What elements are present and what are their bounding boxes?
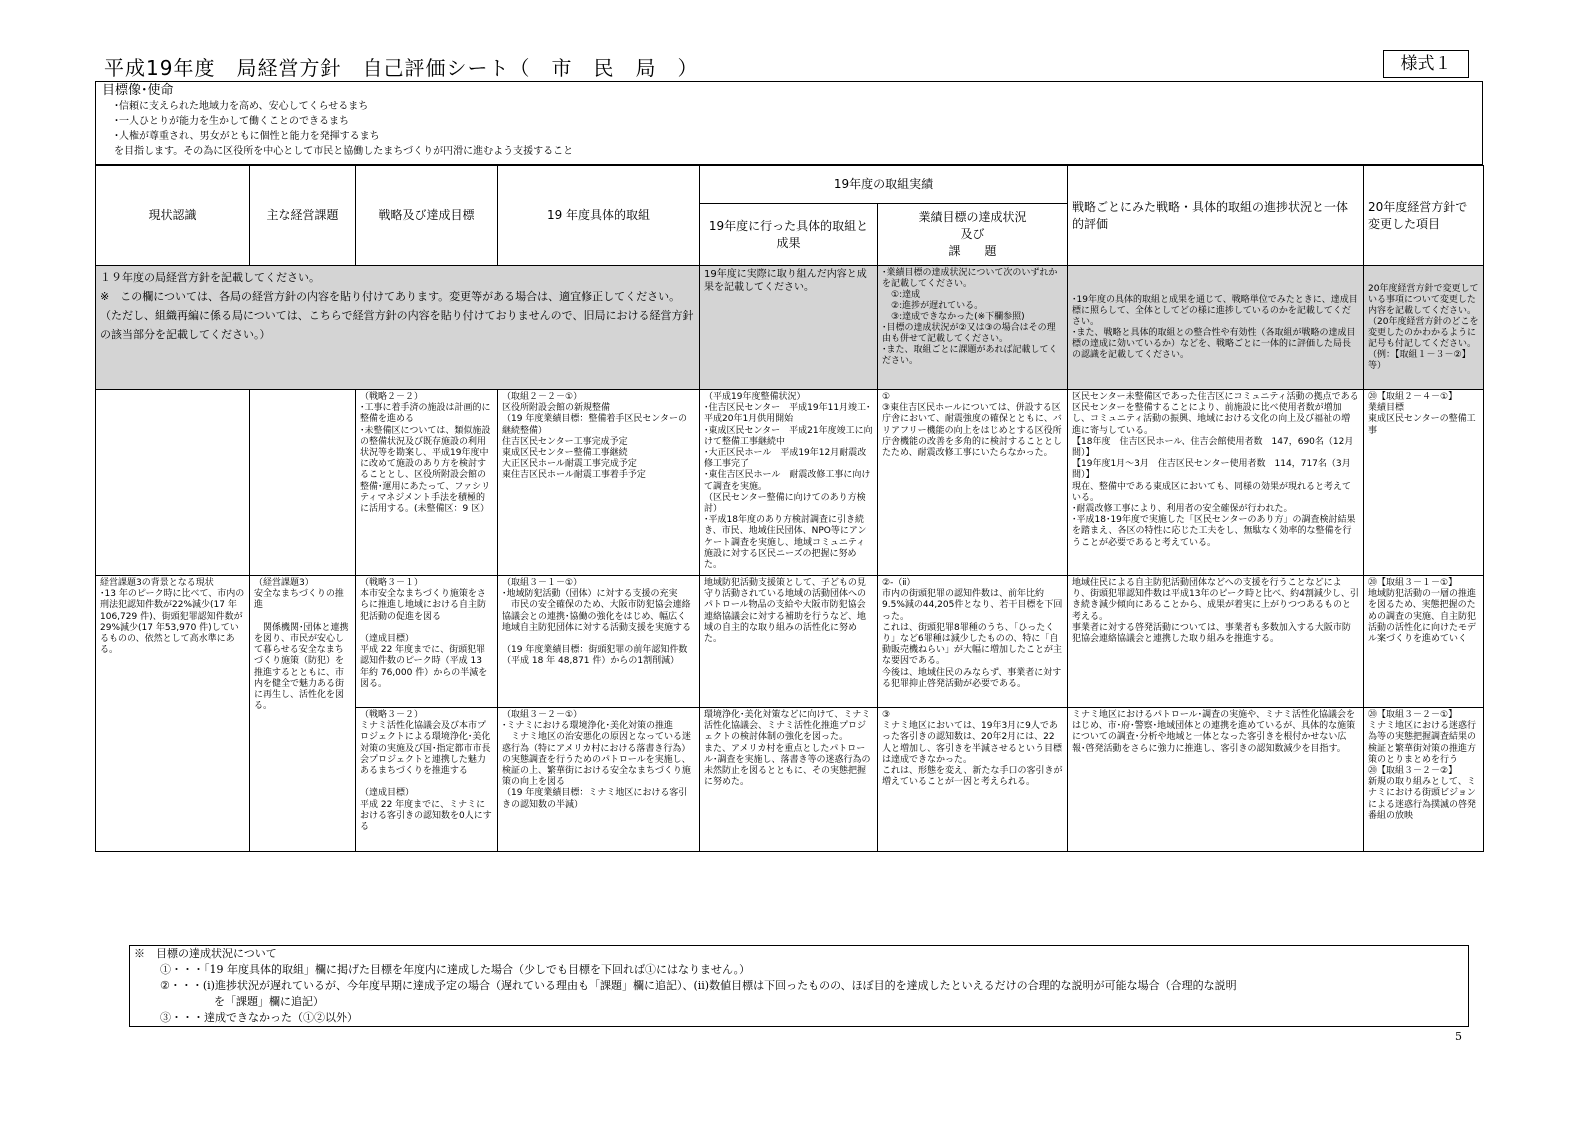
mission-section <box>95 81 1483 165</box>
row2-changed: ⑳【取組３－１－①】 地域防犯活動の一層の推進を図るため、実態把握のための調査の実施、自主防犯活動の活性化に向けたモデル案づくりを進めていく <box>1364 576 1484 708</box>
instruction-done: 19年度に実際に取り組んだ内容と成果を記載してください。 <box>700 266 878 390</box>
mission-heading: 目標像･使命 <box>102 83 174 98</box>
achievement-notes <box>129 945 1469 1027</box>
notes-line-2-cont: を「課題」欄に追記） <box>214 995 324 1008</box>
header-evaluation: 戦略ごとにみた戦略・具体的取組の進捗状況と一体的評価 <box>1068 166 1364 266</box>
row2-specific: （取組３－１－①） ･地域防犯活動（団体）に対する支援の充実 市民の安全確保のため、大阪市防犯協会連絡協議会との連携･協働の強化をはじめ、幅広く地域自主防犯団体に対する活動支援を実施する （19 年度業績目標：街頭犯罪の前年認知件数（平成 18 年 48,871 件）からの1割削減） <box>498 576 700 708</box>
form-number-box: 様式１ <box>1383 50 1469 78</box>
header-actions-done: 19年度に行った具体的取組と成果 <box>700 204 878 266</box>
row2-done: 地域防犯活動支援策として、子どもの見守り活動されている地域の活動団体へのパトロール物品の支給や大阪市防犯協会連絡協議会に対する補助を行うなど、地域の自主的な取り組みの活性化に努めた。 <box>700 576 878 708</box>
row1-evaluation: 区民センター未整備区であった住吉区にコミュニティ活動の拠点である区民センターを整備することにより、前施設に比べ使用者数が増加し、コミュニティ活動の振興、地域における文化の向上及び福祉の増進に寄与している。 【18年度 住吉区民ホール、住吉会館使用者数 147，690名（12月間）】 【19年度1月～3月 住吉区民センター使用者数 114，717名（3月間）】 現在、整備中である東成区においても、同様の効果が現れると考えている。 ･耐震改修工事により、利用者の安全確保が行われた。 ･平成18･19年度で実施した「区民センターのあり方」の調査検討結果を踏まえ、各区の特性に応じた工夫をし、無駄なく効率的な整備を行うことが必要であると考えている。 <box>1068 390 1364 576</box>
row3-status: ③ ミナミ地区においては、19年3月に9人であった客引きの認知数は、20年2月には、22人と増加し、客引きを半減させるという目標は達成できなかった。 これは、形態を変え、新たな手口の客引きが増えていることが一因と考えられる。 <box>878 708 1068 852</box>
instruction-changed: 20年度経営方針で変更している事項について変更した内容を記載してください。（20年度経営方針のどこを変更したのかわかるように記号も付記してください。（例：【取組１－３－②】等） <box>1364 266 1484 390</box>
notes-line-3: ③・・・達成できなかった（①②以外） <box>160 1011 358 1024</box>
row2-evaluation: 地域住民による自主防犯活動団体などへの支援を行うことなどにより、街頭犯罪認知件数は平成13年のピーク時と比べ、約4割減少し、引き続き減少傾向にあることから、成果が着実に上がりつつあるものと考える。 事業者に対する啓発活動については、事業者も多数加入する大阪市防犯協会連絡協議会と連携した取り組みを推進する。 <box>1068 576 1364 708</box>
row3-evaluation: ミナミ地区におけるパトロール･調査の実施や、ミナミ活性化協議会をはじめ、市･府･警察･地域団体との連携を進めているが、具体的な施策についての調査･分析や地域と一体となった客引きを根付かせない広報･啓発活動をさらに強力に推進し、客引きの認知数減少を目指す。 <box>1068 708 1364 852</box>
header-main-issues: 主な経営課題 <box>250 166 356 266</box>
mission-item: ･人権が尊重され、男女がともに個性と能力を発揮するまち <box>114 131 380 142</box>
page-title: 平成19年度 局経営方針 自己評価シート（ 市 民 局 ） <box>104 56 699 80</box>
header-achievement-status: 業績目標の達成状況 及び 課 題 <box>878 204 1068 266</box>
header-specific-actions: 19 年度具体的取組 <box>498 166 700 266</box>
instruction-status: ･業績目標の達成状況について次のいずれかを記載してください。 ①:達成 ②:進捗が遅れている。 ③:達成できなかった(※下欄参照) ･目標の達成状況が②又は③の場合はその理由も併せて記載してください。 ･また、取組ごとに課題があれば記載してください。 <box>878 266 1068 390</box>
row2-status: ②-（ⅱ） 市内の街頭犯罪の認知件数は、前年比約9.5%減の44,205件となり、若干目標を下回った。 これは、街頭犯罪8罪種のうち、「ひったくり」など6罪種は減少したものの、特に「自動販売機ねらい」が大幅に増加したことが主な要因である。 今後は、地域住民のみならず、事業者に対する犯罪抑止啓発活動が必要である。 <box>878 576 1068 708</box>
row3-specific: （取組３－２－①） ･ミナミにおける環境浄化･美化対策の推進 ミナミ地区の治安悪化の原因となっている迷惑行為（特にアメリカ村における落書き行為）の実態調査を行うためのパトロールを実施し、検証の上、繁華街における安全なまちづくり施策の向上を図る （19 年度業績目標：ミナミ地区における客引きの認知数の半減） <box>498 708 700 852</box>
mission-closing: を目指します。その為に区役所を中心として市民と協働したまちづくりが円滑に進むよう支援すること <box>114 146 574 157</box>
row1-changed: ⑳【取組２－４－①】 業績目標 東成区民センターの整備工事 <box>1364 390 1484 576</box>
instruction-evaluation: ･19年度の具体的取組と成果を通じて、戦略単位でみたときに、達成目標に照らして、全体としてどの様に進捗しているのかを記載してください。 ･また、戦略と具体的取組との整合性や有効性（各取組が戦略の達成目標の達成に効いているか）などを、戦略ごとに一体的に評価した局長の認識を記載してください。 <box>1068 266 1364 390</box>
row1-strategy: （戦略２－２） ･工事に着手済の施設は計画的に整備を進める ･未整備区については、類似施設の整備状況及び既存施設の利用状況等を勘案し、平成19年度中に改めて施設のあり方を検討することとし、区役所附設会館の整備･運用にあたって、ファシリティマネジメント手法を積極的に活用する。(未整備区：9 区） <box>356 390 498 576</box>
page-number: 5 <box>1455 1030 1462 1043</box>
notes-heading: ※ 目標の達成状況について <box>134 947 277 960</box>
row3-done: 環境浄化･美化対策などに向けて、ミナミ活性化協議会、ミナミ活性化推進プロジェクトの検討体制の強化を図った。 また、アメリカ村を重点としたパトロール･調査を実施し、落書き等の迷惑行為の未然防止を図るとともに、その実態把握に努めた。 <box>700 708 878 852</box>
mission-item: ･信頼に支えられた地域力を高め、安心してくらせるまち <box>114 101 369 112</box>
row1-done: （平成19年度整備状況） ･住吉区民センター 平成19年11月竣工･平成20年1月供用開始 ･東成区民センター 平成21年度竣工に向けて整備工事継続中 ･大正区民ホール 平成19年12月耐震改修工事完了 ･東住吉区民ホール 耐震改修工事に向けて調査を実施。 （区民センター整備に向けてのあり方検討） ･平成18年度のあり方検討調査に引き続き、市民、地域住民団体、NPO等にアンケート調査を実施し、地域コミュニティ施設に対する区民ニーズの把握に努めた。 <box>700 390 878 576</box>
header-results-group: 19年度の取組実績 <box>700 166 1068 204</box>
evaluation-table <box>95 165 1484 852</box>
row3-strategy: （戦略３－２） ミナミ活性化協議会及び本市プロジェクトによる環境浄化･美化対策の実施及び国･指定都市市長会プロジェクトと連携した魅力あるまちづくりを推進する （達成目標） 平成 22 年度までに、ミナミにおける客引きの認知数を0人にする <box>356 708 498 852</box>
row1-current <box>96 390 250 576</box>
row1-specific: （取組２－２－①） 区役所附設会館の新規整備 （19 年度業績目標：整備着手区民センターの継続整備） 住吉区民センター工事完成予定 東成区民センター整備工事継続 大正区民ホール耐震工事完成予定 東住吉区民ホール耐震工事着手予定 <box>498 390 700 576</box>
header-strategy: 戦略及び達成目標 <box>356 166 498 266</box>
notes-line-1: ①・・・「19 年度具体的取組」欄に掲げた目標を年度内に達成した場合（少しでも目標を下回れば①にはなりません。） <box>160 963 751 976</box>
row2-issues: （経営課題3） 安全なまちづくりの推進 関係機関･団体と連携を図り、市民が安心して暮らせる安全なまちづくり施策（防犯）を推進するとともに、市内を健全で魅力ある街に再生し、活性化を図る。 <box>250 576 356 852</box>
row1-issues <box>250 390 356 576</box>
notes-line-2: ②・・・(ⅰ)進捗状況が遅れているが、今年度早期に達成予定の場合（遅れている理由も「課題」欄に追記）、(ⅱ)数値目標は下回ったものの、ほぼ目的を達成したといえるだけの合理的な説明が可能な場合（合理的な説明 <box>160 979 1237 992</box>
row1-status: ① ③東住吉区民ホールについては、併設する区庁舎において、耐震強度の確保とともに、バリアフリー機能の向上をはじめとする区役所庁舎機能の改善を多角的に検討することとしたため、耐震改修工事にいたらなかった。 <box>878 390 1068 576</box>
mission-item: ･一人ひとりが能力を生かして働くことのできるまち <box>114 116 349 127</box>
header-current-status: 現状認識 <box>96 166 250 266</box>
row3-changed: ⑳【取組３－２－①】 ミナミ地区における迷惑行為等の実態把握調査結果の検証と繁華街対策の推進方策のとりまとめを行う ⑳【取組３－２－②】 新規の取り組みとして、ミナミにおける街頭ビジョンによる迷惑行為撲滅の啓発番組の放映 <box>1364 708 1484 852</box>
instruction-main: １９年度の局経営方針を記載してください。 ※ この欄については、各局の経営方針の内容を貼り付けてあります。変更等がある場合は、適宜修正してください。（ただし、組織再編に係る局については、こちらで経営方針の内容を貼り付けておりませんので、旧局における経営方針の該当部分を記載してください。） <box>96 266 700 390</box>
row2-strategy: （戦略３－１） 本市安全なまちづくり施策をさらに推進し地域における自主防犯活動の促進を図る （達成目標） 平成 22 年度までに、街頭犯罪認知件数のピーク時（平成 13 年約 76,000 件）からの半減を図る。 <box>356 576 498 708</box>
row2-current: 経営課題3の背景となる現状 ･13 年のピーク時に比べて、市内の刑法犯認知件数が22%減少(17 年106,729 件)、街頭犯罪認知件数が29%減少(17 年53,970 件)しているものの、依然として高水準にある。 <box>96 576 250 852</box>
header-changed-items: 20年度経営方針で変更した項目 <box>1364 166 1484 266</box>
